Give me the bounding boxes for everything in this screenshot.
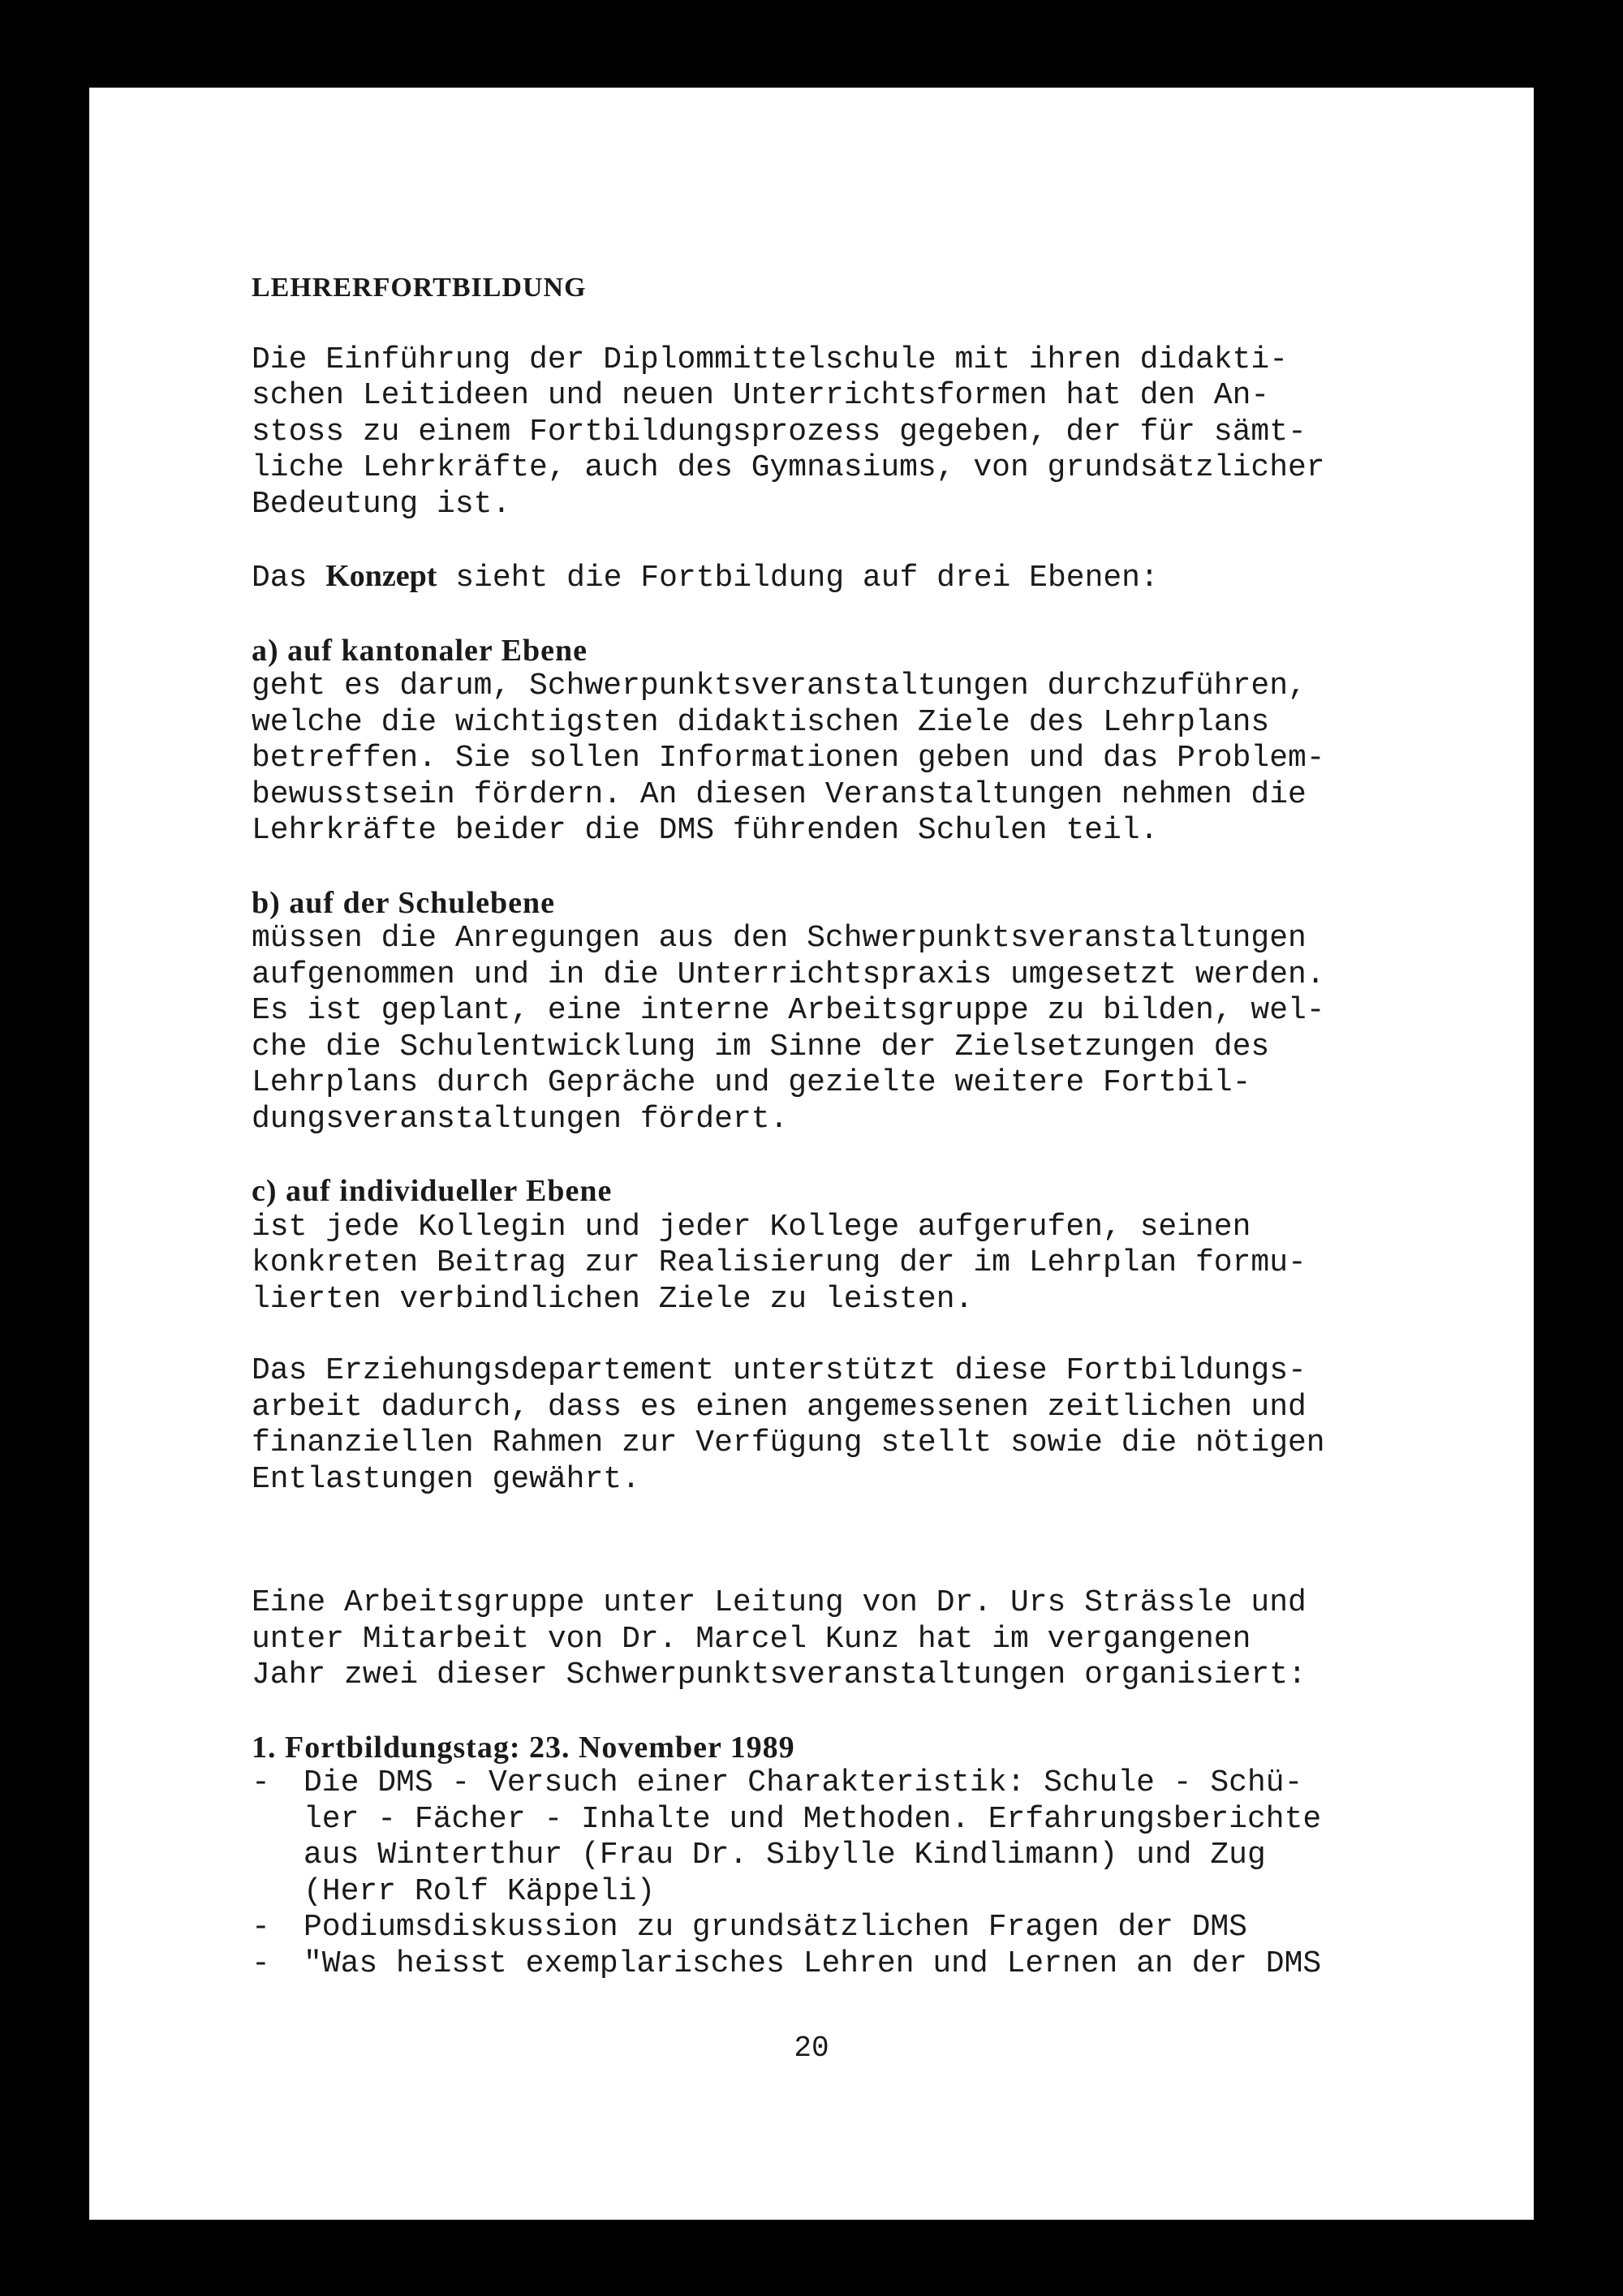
- section-heading: a) auf kantonaler Ebene: [252, 633, 588, 668]
- concept-text-after: sieht die Fortbildung auf drei Ebenen:: [437, 561, 1159, 595]
- concept-bold-word: Konzept: [325, 559, 437, 593]
- event-heading: 1. Fortbildungstag: 23. November 1989: [252, 1730, 795, 1765]
- section-heading: b) auf der Schulebene: [252, 885, 555, 920]
- section-individual: [252, 1173, 1509, 1318]
- document-title: LEHRERFORTBILDUNG: [252, 273, 587, 303]
- dash-bullet: -: [252, 1765, 270, 1800]
- spacer: [252, 1533, 1509, 1585]
- list-item: [252, 1910, 1509, 1946]
- department-paragraph: Das Erziehungsdepartement unterstützt diese Fortbildungs- arbeit dadurch, dass es einen angemessenen zeitlichen und finanziellen Rahmen zur Verfügung stellt sowie die nötigen Entlastungen gewährt.: [252, 1353, 1325, 1497]
- workgroup-paragraph: Eine Arbeitsgruppe unter Leitung von Dr. Urs Strässle und unter Mitarbeit von Dr. Marcel Kunz hat im vergangenen Jahr zwei dieser Schwerpunktsveranstaltungen organisiert:: [252, 1585, 1307, 1692]
- concept-text-before: Das: [252, 561, 326, 595]
- list-item: [252, 1765, 1509, 1910]
- section-cantonal: [252, 633, 1509, 849]
- list-item-text: "Was heisst exemplarisches Lehren und Lernen an der DMS: [304, 1946, 1322, 1981]
- list-item-text: Die DMS - Versuch einer Charakteristik: Schule - Schü- ler - Fächer - Inhalte und Methoden. Erfahrungsberichte aus Winterthur (Frau Dr. Sibylle Kindlimann) und Zug (Herr Rolf Käppeli): [304, 1765, 1322, 1909]
- section-body: geht es darum, Schwerpunktsveranstaltungen durchzuführen, welche die wichtigsten didaktischen Ziele des Lehrplans betreffen. Sie sollen Informationen geben und das Problem- bewusstsein fördern. An diesen Veranstaltungen nehmen die Lehrkräfte beider die DMS führenden Schulen teil.: [252, 669, 1325, 848]
- event-list: [252, 1765, 1509, 1982]
- section-school: [252, 885, 1509, 1138]
- concept-paragraph: [252, 558, 1509, 597]
- dash-bullet: -: [252, 1946, 270, 1981]
- dash-bullet: -: [252, 1910, 270, 1945]
- section-heading: c) auf individueller Ebene: [252, 1174, 613, 1208]
- list-item-text: Podiumsdiskussion zu grundsätzlichen Fragen der DMS: [304, 1910, 1247, 1945]
- document-page: [89, 88, 1534, 2220]
- page-number: 20: [794, 2032, 829, 2065]
- intro-paragraph: Die Einführung der Diplommittelschule mit ihren didakti- schen Leitideen und neuen Unterrichtsformen hat den An- stoss zu einem Fortbildungsprozess gegeben, der für sämt- liche Lehrkräfte, auch des Gymnasiums, von grundsätzlicher Bedeutung ist.: [252, 342, 1325, 522]
- section-body: müssen die Anregungen aus den Schwerpunktsveranstaltungen aufgenommen und in die Unterrichtspraxis umgesetzt werden. Es ist geplant, eine interne Arbeitsgruppe zu bilden, wel- che die Schulentwicklung im Sinne der Zielsetzungen des Lehrplans durch Gepräche und gezielte weitere Fortbil- dungsveranstaltungen fördert.: [252, 921, 1325, 1137]
- document-content: [252, 270, 1509, 1982]
- event-block: [252, 1730, 1509, 1983]
- section-body: ist jede Kollegin und jeder Kollege aufgerufen, seinen konkreten Beitrag zur Realisierung der im Lehrplan formu- lierten verbindlichen Ziele zu leisten.: [252, 1209, 1307, 1317]
- list-item: [252, 1946, 1509, 1983]
